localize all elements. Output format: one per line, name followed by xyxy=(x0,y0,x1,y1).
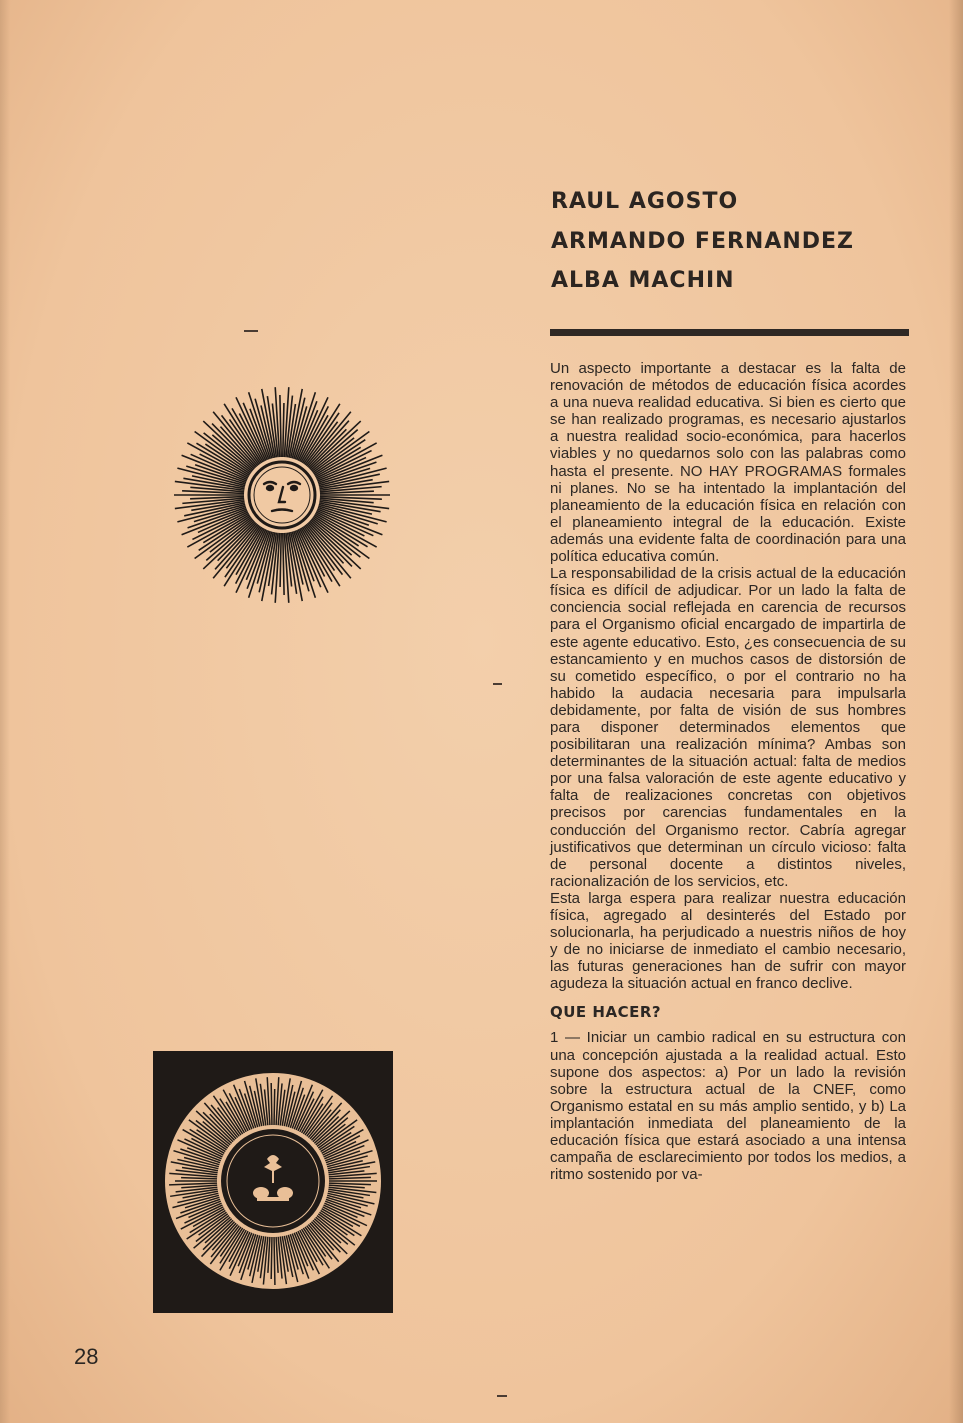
ray-line xyxy=(271,1237,272,1279)
paragraph: Un aspecto importante a destacar es la falta de renovación de métodos de educación física acordes a una nueva realidad educativa. Si bien es cierto que se han realizado programas, es necesario ajustarlos a nuestra realidad socio-económica, para hacerlos viables y no quedarnos solo con las palabras como hasta el presente. NO HAY PROGRAMAS formales ni planes. No se ha intentado la implantación del planeamiento de la educación física en relación con el planeamiento integral de la educación. Existe además una evidente falta de coordinación para una política educativa común. xyxy=(550,360,906,566)
sun-emblem-illustration xyxy=(153,1051,393,1313)
page-number: 28 xyxy=(74,1344,99,1369)
ray-line xyxy=(274,1089,275,1125)
article-body xyxy=(550,360,906,1183)
paragraph: La responsabilidad de la crisis actual de la educación física es difícil de adjudicar. Por un lado la falta de conciencia social reflejada en carencia de recursos para el Organismo oficial encargado de impartirla de este agente educativo. Esto, ¿es consecuencia de su estancamiento y en muchos casos de distorsión de su cometido específico, o por el contrario no ha habido la audacia necesaria para impulsarla debidamente, por falta de visión de sus hombres para disponer determinados elementos que posibilitaran una realización mínima? Ambas son determinantes de la situación actual: falta de medios por una falsa valoración de este agente educativo y falta de realizaciones concretas con objetivos precisos por carencias fundamentales en la conducción del Organismo rector. Cabría agregar justificativos que determinan un círculo vicioso: falta de personal docente a distintos niveles, racionalización de los servicios, etc. xyxy=(550,565,906,890)
author-list xyxy=(551,185,911,304)
print-mark xyxy=(493,683,502,685)
paragraph: Esta larga espera para realizar nuestra educación física, agregado al desinterés del Estado por solucionarla, ha perjudicado a nuestris niños de hoy y de no iniciarse de inmediato el cambio necesario, las futuras generaciones han de sufrir con mayor agudeza la situación actual en franco declive. xyxy=(550,889,906,993)
author-name: ARMANDO FERNANDEZ xyxy=(551,228,855,254)
ray-line xyxy=(271,1083,272,1125)
ray-line xyxy=(280,395,281,457)
author-name: ALBA MACHIN xyxy=(551,268,735,293)
paragraph: 1 — Iniciar un cambio radical en su estructura con una concepción ajustada a la realidad actual. Esto supone dos aspectos: a) Por un lado la revisión sobre la estructura actual de la CNEF, como Organismo estatal en su más amplio sentido, y b) La implantación inmediata del planeamiento de la educación física que estará asociado a una intensa campaña de esclarecimiento por todos los medios, a ritmo sostenido por va- xyxy=(550,1029,906,1184)
ray-line xyxy=(283,403,284,457)
page-edge-shadow-left xyxy=(0,0,10,1423)
title-rule xyxy=(550,329,909,336)
print-mark xyxy=(244,330,258,332)
ray-line xyxy=(283,533,284,595)
ray-line xyxy=(280,533,281,587)
author-name: RAUL AGOSTO xyxy=(551,189,739,214)
ray-line xyxy=(274,1237,275,1285)
print-mark xyxy=(497,1395,507,1397)
section-heading: QUE HACER? xyxy=(550,1003,662,1022)
sun-face-illustration xyxy=(172,381,392,609)
page-edge-shadow-right xyxy=(949,0,963,1423)
